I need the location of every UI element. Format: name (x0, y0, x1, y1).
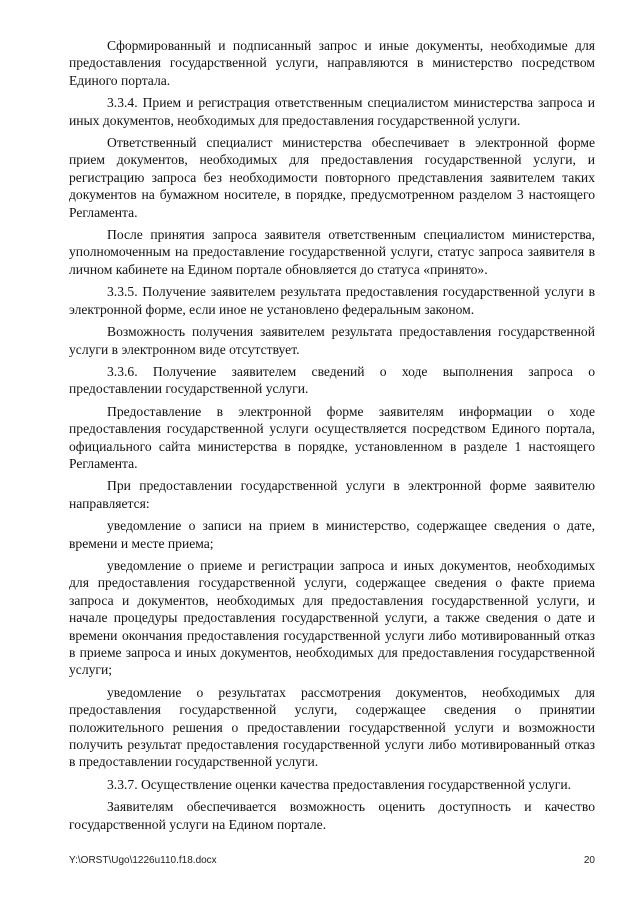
document-body (69, 37, 595, 838)
paragraph: При предоставлении государственной услуги в электронной форме заявителю направляется: (69, 478, 595, 511)
page-number: 20 (583, 855, 595, 866)
file-path: Y:\ORST\Ugo\1226u110.f18.docx (69, 855, 217, 866)
section-heading-3-3-6: 3.3.6. Получение заявителем сведений о ходе выполнения запроса о предоставлении государственной услуги. (69, 363, 595, 397)
list-item: уведомление о результатах рассмотрения документов, необходимых для предоставления государственной услуги, содержащее сведения о принятии положительного решения о предоставлении государственной услуги и возможности получить результат предоставления государственной услуги либо мотивированный отказ в предоставлении государственной услуги. (69, 684, 595, 770)
section-heading-3-3-7: 3.3.7. Осуществление оценки качества предоставления государственной услуги. (107, 776, 572, 792)
list-item: уведомление о приеме и регистрации запроса и иных документов, необходимых для предоставления государственной услуги, содержащее сведения о факте приема запроса и документов, необходимых для предоставления государственной услуги, и начале процедуры предоставления государственной услуги, а также сведения о дате и времени окончания предоставления государственной услуги либо мотивированный отказ в приеме запроса и иных документов, необходимых для предоставления государственной услуги; (69, 557, 595, 678)
paragraph: Предоставление в электронной форме заявителям информации о ходе предоставления государственной услуги осуществляется посредством Единого портала, официального сайта министерства в порядке, установленном в разделе 1 настоящего Регламента. (69, 403, 595, 471)
list-item: уведомление о записи на прием в министерство, содержащее сведения о дате, времени и месте приема; (69, 518, 595, 551)
paragraph: Сформированный и подписанный запрос и иные документы, необходимые для предоставления государственной услуги, направляются в министерство посредством Единого портала. (69, 38, 595, 88)
page-footer (69, 855, 595, 867)
section-heading-3-3-5: 3.3.5. Получение заявителем результата предоставления государственной услуги в электронной форме, если иное не установлено федеральным законом. (69, 284, 595, 317)
paragraph: Возможность получения заявителем результата предоставления государственной услуги в электронном виде отсутствует. (69, 324, 595, 357)
paragraph: Ответственный специалист министерства обеспечивает в электронной форме прием документов, необходимых для предоставления государственной услуги, и регистрацию запроса без необходимости повторного представления заявителем таких документов на бумажном носителе, в порядке, предусмотренном разделом 3 настоящего Регламента. (69, 135, 595, 220)
paragraph: После принятия запроса заявителя ответственным специалистом министерства, уполномоченным на предоставление государственной услуги, статус запроса заявителя в личном кабинете на Едином портале обновляется до статуса «принято». (69, 227, 595, 277)
section-heading-3-3-4: 3.3.4. Прием и регистрация ответственным специалистом министерства запроса и иных документов, необходимых для предоставления государственной услуги. (69, 95, 595, 128)
paragraph: Заявителям обеспечивается возможность оценить доступность и качество государственной услуги на Едином портале. (69, 799, 595, 832)
